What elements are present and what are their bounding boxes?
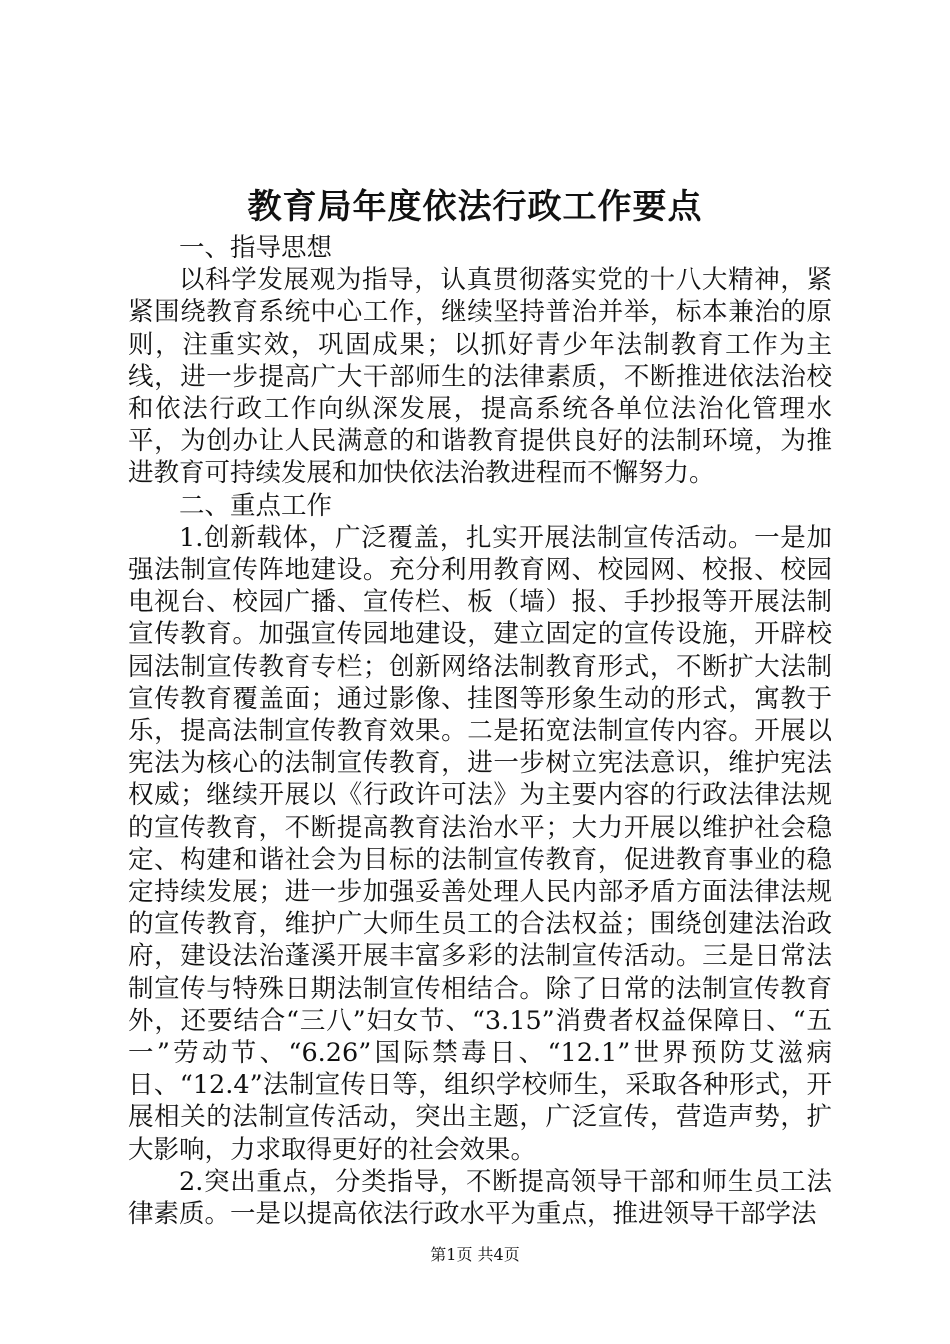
- page-number: 第1页 共4页: [430, 1245, 520, 1264]
- paragraph-key-work-1: 1.创新载体，广泛覆盖，扎实开展法制宣传活动。一是加强法制宣传阵地建设。充分利用教育网、校园网、校报、校园电视台、校园广播、宣传栏、板（墙）报、手抄报等开展法制宣传教育。加强宣传园地建设，建立固定的宣传设施，开辟校园法制宣传教育专栏；创新网络法制教育形式，不断扩大法制宣传教育覆盖面；通过影像、挂图等形象生动的形式，寓教于乐，提高法制宣传教育效果。二是拓宽法制宣传内容。开展以宪法为核心的法制宣传教育，进一步树立宪法意识，维护宪法权威；继续开展以《行政许可法》为主要内容的行政法律法规的宣传教育，不断提高教育法治水平；大力开展以维护社会稳定、构建和谐社会为目标的法制宣传教育，促进教育事业的稳定持续发展；进一步加强妥善处理人民内部矛盾方面法律法规的宣传教育，维护广大师生员工的合法权益；围绕创建法治政府，建设法治蓬溪开展丰富多彩的法制宣传活动。三是日常法制宣传与特殊日期法制宣传相结合。除了日常的法制宣传教育外，还要结合“三八”妇女节、“3.15”消费者权益保障日、“五一”劳动节、“6.26”国际禁毒日、“12.1”世界预防艾滋病日、“12.4”法制宣传日等，组织学校师生，采取各种形式，开展相关的法制宣传活动，突出主题，广泛宣传，营造声势，扩大影响，力求取得更好的社会效果。: [128, 522, 832, 1165]
- section-heading-guiding-ideology: 一、指导思想: [179, 233, 333, 263]
- document-body: [128, 232, 832, 1230]
- paragraph-key-work-2: 2.突出重点，分类指导，不断提高领导干部和师生员工法律素质。一是以提高依法行政水平为重点，推进领导干部学法: [128, 1166, 832, 1230]
- document-title: 教育局年度依法行政工作要点: [247, 187, 703, 227]
- section-heading-key-work: 二、重点工作: [179, 490, 333, 521]
- paragraph-guiding-ideology: 以科学发展观为指导，认真贯彻落实党的十八大精神，紧紧围绕教育系统中心工作，继续坚持普治并举，标本兼治的原则，注重实效，巩固成果；以抓好青少年法制教育工作为主线，进一步提高广大干部师生的法律素质，不断推进依法治校和依法行政工作向纵深发展，提高系统各单位法治化管理水平，为创办让人民满意的和谐教育提供良好的法制环境，为推进教育可持续发展和加快依法治教进程而不懈努力。: [128, 265, 832, 489]
